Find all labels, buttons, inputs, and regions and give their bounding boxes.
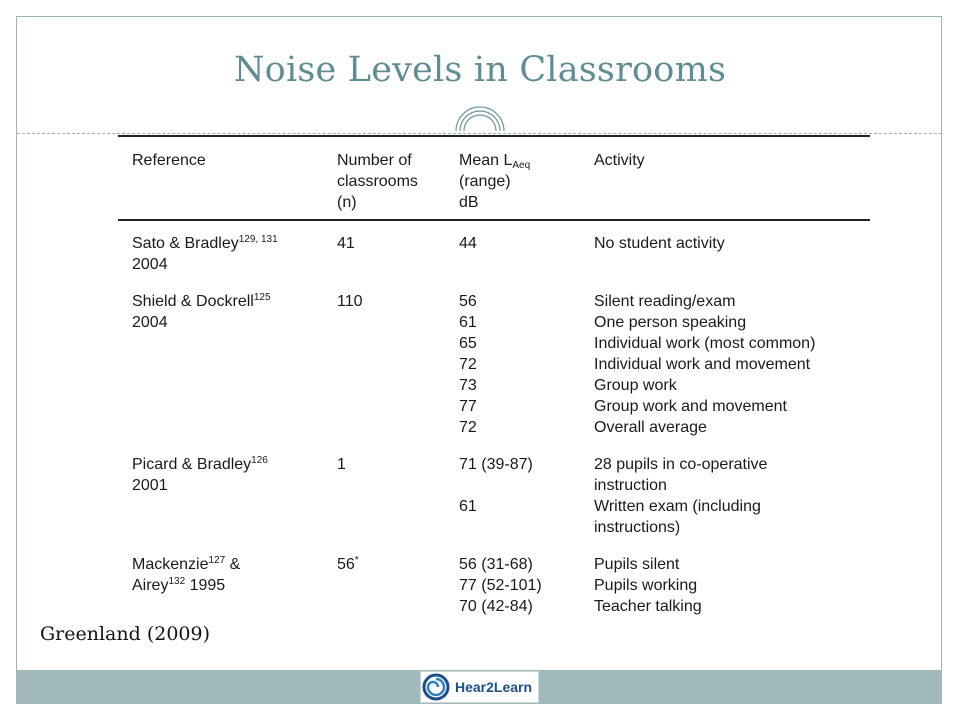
title-divider	[17, 133, 942, 134]
reference-cell: Sato & Bradley$^{129, 131}$ 2004	[132, 234, 278, 273]
classrooms-cell: 41	[337, 235, 355, 252]
activity-cell: Pupils silent Pupils working Teacher talking	[594, 556, 702, 615]
header-mean-laeq: Mean $L_{Aeq}$ (range) dB	[459, 152, 531, 211]
table-row	[118, 279, 870, 442]
mean-cell: 56 (31-68) 77 (52-101) 70 (42-84)	[459, 556, 542, 615]
activity-cell: No student activity	[594, 235, 725, 252]
classrooms-cell: 56*	[337, 555, 359, 573]
activity-cell: Silent reading/exam One person speaking Individual work (most common) Individual work and movement Group work Group work and movement Overall average	[594, 293, 816, 436]
classrooms-cell: 110	[337, 293, 363, 310]
noise-table-image	[118, 135, 870, 615]
header-activity: Activity	[594, 152, 645, 169]
reference-cell: Mackenzie$^{127}$ & Airey$^{132}$ 1995	[132, 555, 241, 594]
mean-cell: 44	[459, 235, 477, 252]
mean-cell: 71 (39-87) 61	[459, 456, 533, 515]
table-row	[118, 220, 870, 279]
classrooms-cell: 1	[337, 456, 346, 473]
logo-text: Hear2Learn	[455, 679, 533, 695]
header-classrooms: Number of classrooms (n)	[337, 152, 418, 211]
source-caption: Greenland (2009)	[40, 623, 211, 645]
activity-cell: 28 pupils in co-operative instruction Written exam (including instructions)	[594, 456, 768, 536]
reference-cell: Shield & Dockrell$^{125}$ 2004	[132, 292, 271, 331]
header-reference: Reference	[132, 152, 206, 169]
decorative-arcs-icon	[452, 105, 508, 131]
reference-cell: Picard & Bradley$^{126}$ 2001	[132, 455, 268, 494]
mean-cell: 56 61 65 72 73 77 72	[459, 293, 477, 436]
noise-level-table	[118, 135, 870, 621]
slide-title: Noise Levels in Classrooms	[233, 50, 727, 90]
hear2learn-logo	[420, 671, 539, 703]
table-row	[118, 442, 870, 542]
table-header-row	[118, 136, 870, 220]
table-row	[118, 542, 870, 621]
swirl-logo-icon	[421, 673, 451, 701]
